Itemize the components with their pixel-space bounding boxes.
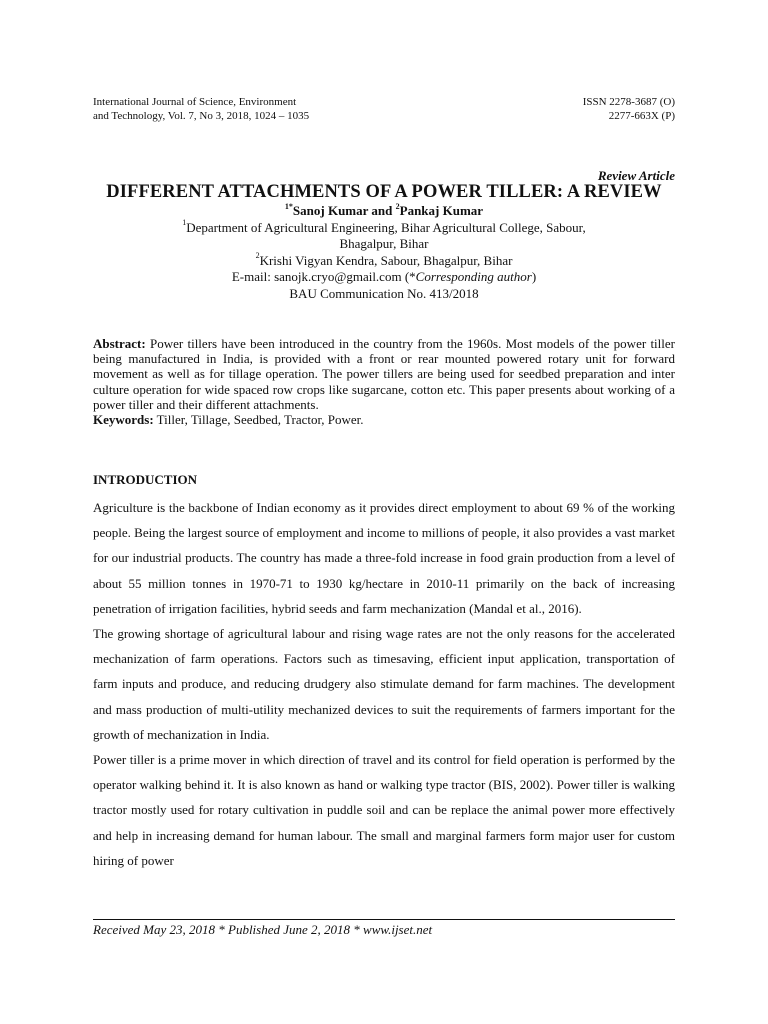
affiliation-1-text: Department of Agricultural Engineering, Bihar Agricultural College, Sabour, <box>186 219 586 235</box>
keywords <box>93 412 675 427</box>
paragraph: Power tiller is a prime mover in which direction of travel and its control for field operation is performed by the operator walking behind it. It is also known as hand or walking type tractor (BIS, 2002). Power tiller is walking tractor mostly used for rotary cultivation in puddle soil and can be replace the animal power more effectively and help in increasing demand for human labour. The small and marginal farmers form major user for custom hiring of power <box>93 752 675 868</box>
journal-citation <box>93 95 309 123</box>
keywords-text: Tiller, Tillage, Seedbed, Tractor, Power. <box>153 412 364 428</box>
affiliation-1-continued: Bhagalpur, Bihar <box>339 236 429 251</box>
front-matter <box>93 203 675 302</box>
article-type: Review Article <box>597 168 675 183</box>
author1-name: Sanoj Kumar <box>292 203 369 218</box>
communication-number: BAU Communication No. 413/2018 <box>289 285 479 301</box>
paper-title: DIFFERENT ATTACHMENTS OF A POWER TILLER: A REVIEW <box>106 182 662 202</box>
journal-line-2: and Technology, Vol. 7, No 3, 2018, 1024 – 1035 <box>93 110 310 122</box>
corresponding-author-note: Corresponding author <box>415 269 532 284</box>
author2-name: Pankaj Kumar <box>399 203 484 218</box>
introduction-body <box>93 495 675 873</box>
affiliation-1 <box>93 220 675 237</box>
issn-print: 2277-663X (P) <box>608 110 675 122</box>
abstract <box>93 336 675 412</box>
abstract-block <box>93 336 675 427</box>
paragraph: Agriculture is the backbone of Indian economy as it provides direct employment to about 69 % of the working people. Being the largest source of employment and income to millions of people, it also provides a vast market for our industrial products. The country has made a three-fold increase in food grain production from a level of about 55 million tonnes in 1970-71 to 1930 kg/hectare in 2010-11 primarily on the back of increasing penetration of irrigation facilities, hybrid seeds and farm mechanization (Mandal et al., 2016). <box>93 500 675 616</box>
affiliation-2-superscript: 2 <box>255 251 260 261</box>
affiliation-2-text: Krishi Vigyan Kendra, Sabour, Bhagalpur, Bihar <box>259 252 513 268</box>
keywords-label: Keywords: <box>93 412 154 428</box>
journal-line-1: International Journal of Science, Environment <box>93 96 297 108</box>
section-heading-introduction: INTRODUCTION <box>93 472 198 487</box>
email-suffix: ) <box>531 269 537 284</box>
author1-superscript: 1* <box>284 201 293 211</box>
author2-superscript: 2 <box>395 201 400 211</box>
author-line <box>93 203 675 220</box>
email-prefix: E-mail: sanojk.cryo@gmail.com (* <box>231 269 416 284</box>
abstract-label: Abstract: <box>93 336 146 351</box>
footer-received-published: Received May 23, 2018 * Published June 2, 2018 * www.ijset.net <box>93 922 433 937</box>
footer-divider <box>93 919 675 920</box>
affiliation-1-superscript: 1 <box>182 218 187 228</box>
abstract-text: Power tillers have been introduced in the country from the 1960s. Most models of the power tiller being manufactured in India, is provided with a front or rear mounted powered rotary unit for forward movement as well as for tillage operation. The power tillers are being used for seedbed preparation and inter culture operation for wide spaced row crops like sugarcane, cotton etc. This paper presents about working of a power tiller and their different attachments. <box>93 336 675 412</box>
email-line <box>93 269 675 286</box>
issn-block <box>583 95 675 123</box>
author-conjunction: and <box>368 203 396 218</box>
issn-online: ISSN 2278-3687 (O) <box>582 96 675 108</box>
paragraph: The growing shortage of agricultural labour and rising wage rates are not the only reasons for the accelerated mechanization of farm operations. Factors such as timesaving, efficient input application, transportation of farm inputs and produce, and reducing drudgery also stimulate demand for farm machines. The development and mass production of multi-utility mechanized devices to suit the requirements of farmers important for the growth of mechanization in India. <box>93 626 675 742</box>
affiliation-2 <box>93 253 675 270</box>
